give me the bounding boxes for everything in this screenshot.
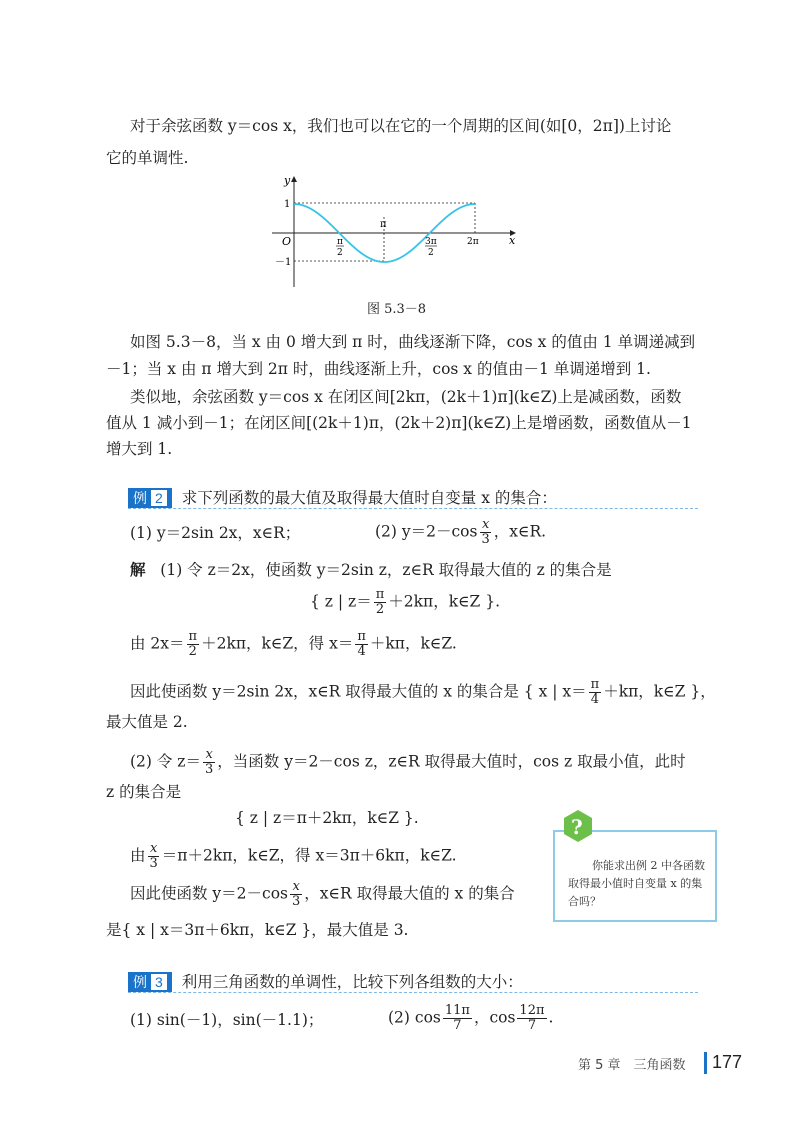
origin-label: O bbox=[282, 235, 292, 248]
tick-label-2pi: 2π bbox=[467, 237, 479, 247]
solution-line-1: 解 (1) 令 z＝2x，使函数 y＝2sin z，z∈R 取得最大值的 z 的集合是 bbox=[130, 560, 612, 579]
solution-set-2: { z | z＝π＋2kπ，k∈Z }. bbox=[235, 809, 419, 827]
solution-label: 解 bbox=[130, 560, 146, 579]
page-number: 177 bbox=[712, 1052, 743, 1072]
figure-caption: 图 5.3－8 bbox=[367, 302, 427, 317]
solution-eq-2: 由 $\frac{x}{3}$ ＝π＋2kπ，k∈Z，得 x＝3π＋6kπ，k∈Z. bbox=[130, 841, 457, 871]
example3-prompt: 利用三角函数的单调性，比较下列各组数的大小： bbox=[181, 973, 523, 991]
para1-line-2: －1；当 x 由 π 增大到 2π 时，曲线逐渐上升，cos x 的值由－1 单调递增到 1. bbox=[106, 360, 651, 378]
tick-label-3pi-half-den: 2 bbox=[428, 248, 434, 258]
example3-heading bbox=[128, 972, 523, 992]
x-axis-label: x bbox=[509, 234, 516, 247]
solution-conclusion-1: 因此使函数 y＝2sin 2x，x∈R 取得最大值的 x 的集合是 { x | x＝ $\frac{\pi}{4}$ ＋kπ，k∈Z }， bbox=[130, 677, 716, 707]
svg-text:?: ? bbox=[571, 815, 583, 839]
cosine-graph bbox=[270, 172, 530, 292]
tick-label-pi-half-num: π bbox=[337, 237, 343, 247]
para2-line-1: 类似地，余弦函数 y＝cos x 在闭区间[2kπ，(2k＋1)π](k∈Z)上是减函数，函数 bbox=[130, 388, 682, 406]
tick-label-1: 1 bbox=[284, 199, 291, 210]
example2-tag: 例 2 bbox=[128, 488, 172, 508]
solution-line-2b: z 的集合是 bbox=[106, 783, 182, 801]
para2-line-3: 增大到 1. bbox=[106, 440, 173, 458]
example2-heading bbox=[128, 488, 557, 508]
tip-text: 你能求出例 2 中各函数取得最小值时自变量 x 的集合吗？ bbox=[568, 859, 705, 908]
example2-divider bbox=[128, 508, 698, 509]
tick-label-pi-half-den: 2 bbox=[337, 248, 343, 258]
para1-line-1: 如图 5.3－8，当 x 由 0 增大到 π 时，曲线逐渐下降，cos x 的值由 1 单调递减到 bbox=[130, 333, 696, 351]
example3-tag: 例 3 bbox=[128, 972, 172, 992]
solution-max-2: 是{ x | x＝3π＋6kπ，k∈Z }，最大值是 3. bbox=[106, 921, 409, 939]
chapter-title: 第 5 章 三角函数 bbox=[578, 1058, 686, 1073]
y-axis-label: y bbox=[284, 174, 291, 187]
tick-label-3pi-half-num: 3π bbox=[425, 237, 437, 247]
solution-eq-1: 由 2x＝ $\frac{\pi}{2}$ ＋2kπ，k∈Z，得 x＝ $\frac{\pi}{4}$ ＋kπ，k∈Z. bbox=[130, 629, 457, 659]
example2-prompt: 求下列函数的最大值及取得最大值时自变量 x 的集合： bbox=[181, 489, 557, 507]
example3-item1: (1) sin(－1)，sin(－1.1)； bbox=[130, 1011, 324, 1029]
tick-label-pi: π bbox=[380, 219, 387, 230]
solution-set-1: { z | z＝ $\frac{\pi}{2}$ ＋2kπ，k∈Z }. bbox=[310, 587, 501, 617]
example2-item2: (2) y＝2－cos $\frac{x}{3}$ ，x∈R. bbox=[375, 517, 547, 547]
intro-line-1: 对于余弦函数 y＝cos x，我们也可以在它的一个周期的区间(如[0，2π])上讨论 bbox=[130, 117, 672, 135]
example3-item2: (2) cos $\frac{11\pi}{7}$ ，cos $\frac{12\pi}{7}$ . bbox=[388, 1003, 554, 1033]
solution-conclusion-2: 因此使函数 y＝2－cos $\frac{x}{3}$ ，x∈R 取得最大值的 x 的集合 bbox=[130, 879, 515, 909]
solution-line-2: (2) 令 z＝ $\frac{x}{3}$ ，当函数 y＝2－cos z，z∈R 取得最大值时，cos z 取最小值，此时 bbox=[130, 747, 686, 777]
tick-label-neg1: －1 bbox=[275, 257, 292, 268]
intro-line-2: 它的单调性. bbox=[106, 149, 189, 167]
example2-item1: (1) y＝2sin 2x，x∈R； bbox=[130, 524, 301, 542]
para2-line-2: 值从 1 减小到－1；在闭区间[(2k＋1)π，(2k＋2)π](k∈Z)上是增函数，函数值从－1 bbox=[106, 414, 692, 432]
example3-divider bbox=[128, 992, 698, 993]
question-mark-icon bbox=[560, 808, 596, 844]
footer-divider bbox=[704, 1052, 707, 1074]
solution-max-1: 最大值是 2. bbox=[106, 713, 188, 731]
